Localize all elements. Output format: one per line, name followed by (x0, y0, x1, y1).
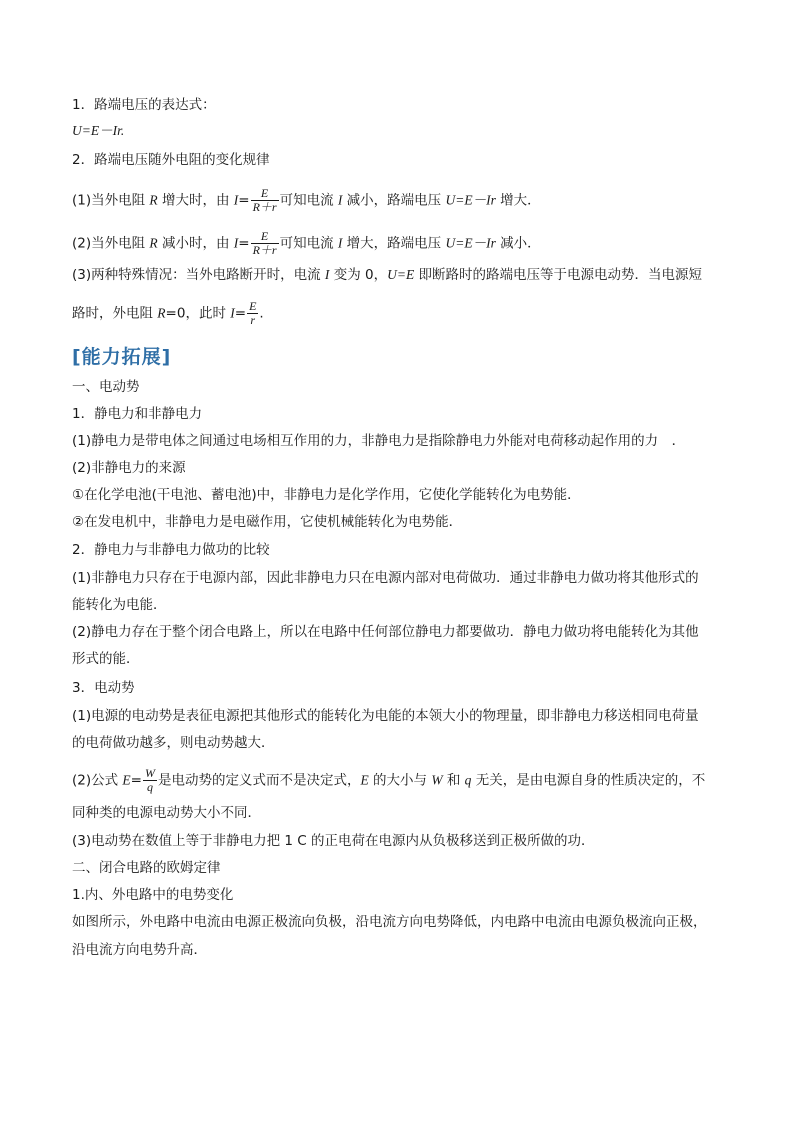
fraction-e-over-r-plus-r: $\frac{E}{R+r}$ (252, 229, 277, 257)
subsection-title: 1.内、外电路中的电势变化 (72, 887, 234, 903)
subsection-title: 1．静电力和非静电力 (72, 406, 203, 422)
section-heading: [能力拓展] (72, 346, 172, 368)
paragraph: (3)电动势在数值上等于非静电力把 1 C 的正电荷在电源内从负极移送到正极所做的功． (72, 833, 595, 849)
paragraph: ②在发电机中，非静电力是电磁作用，它使机械能转化为电势能． (72, 514, 463, 530)
paragraph: 沿电流方向电势升高． (72, 942, 207, 958)
subsection-title: 3．电动势 (72, 680, 135, 696)
paragraph: 形式的能． (72, 651, 140, 667)
rule-item-2: (2)当外电阻 R 减小时，由 I= $\frac{E}{R+r}$ 可知电流 I 增大，路端电压 U=E－Ir 减小． (72, 229, 541, 257)
emf-formula-line: (2)公式 E= $\frac{W}{q}$ 是电动势的定义式而不是决定式，E 的大小与 W 和 q 无关，是由电源自身的性质决定的，不 (72, 766, 706, 794)
paragraph: 同种类的电源电动势大小不同． (72, 805, 261, 821)
paragraph: 如图所示，外电路中电流由电源正极流向负极，沿电流方向电势降低，内电路中电流由电源负极流向正极， (72, 914, 707, 930)
paragraph: ①在化学电池(干电池、蓄电池)中，非静电力是化学作用，它使化学能转化为电势能． (72, 487, 581, 503)
paragraph: (2)非静电力的来源 (72, 460, 186, 476)
paragraph: (1)静电力是带电体之间通过电场相互作用的力，非静电力是指除静电力外能对电荷移动起作用的力 ． (72, 433, 686, 449)
rule-item-3-cont: 路时，外电阻 R=0，此时 I= $\frac{E}{r}$ . (72, 299, 264, 327)
paragraph: (1)非静电力只存在于电源内部，因此非静电力只在电源内部对电荷做功．通过非静电力做功将其他形式的 (72, 570, 699, 586)
rule-item-3: (3)两种特殊情况：当外电路断开时，电流 I 变为 0，U=E 即断路时的路端电压等于电源电动势．当电源短 (72, 267, 702, 283)
fraction-e-over-r-plus-r: $\frac{E}{R+r}$ (252, 186, 277, 214)
paragraph: (1)电源的电动势是表征电源把其他形式的能转化为电能的本领大小的物理量，即非静电力移送相同电荷量 (72, 708, 699, 724)
part-two-title: 二、闭合电路的欧姆定律 (72, 860, 221, 876)
subsection-title: 2．静电力与非静电力做功的比较 (72, 542, 270, 558)
terminal-voltage-formula: U=E－Ir. (72, 123, 125, 138)
fraction-w-over-q: $\frac{W}{q}$ (144, 766, 155, 794)
terminal-voltage-title: 1．路端电压的表达式： (72, 97, 216, 113)
rule-item-1: (1)当外电阻 R 增大时，由 I= $\frac{E}{R+r}$ 可知电流 I 减小，路端电压 U=E－Ir 增大． (72, 186, 541, 214)
paragraph: 的电荷做功越多，则电动势越大． (72, 735, 275, 751)
fraction-e-over-r: $\frac{E}{r}$ (249, 299, 257, 327)
part-one-title: 一、电动势 (72, 379, 140, 395)
paragraph: 能转化为电能． (72, 597, 167, 613)
terminal-voltage-rule-title: 2．路端电压随外电阻的变化规律 (72, 152, 270, 168)
paragraph: (2)静电力存在于整个闭合电路上，所以在电路中任何部位静电力都要做功．静电力做功将电能转化为其他 (72, 624, 699, 640)
